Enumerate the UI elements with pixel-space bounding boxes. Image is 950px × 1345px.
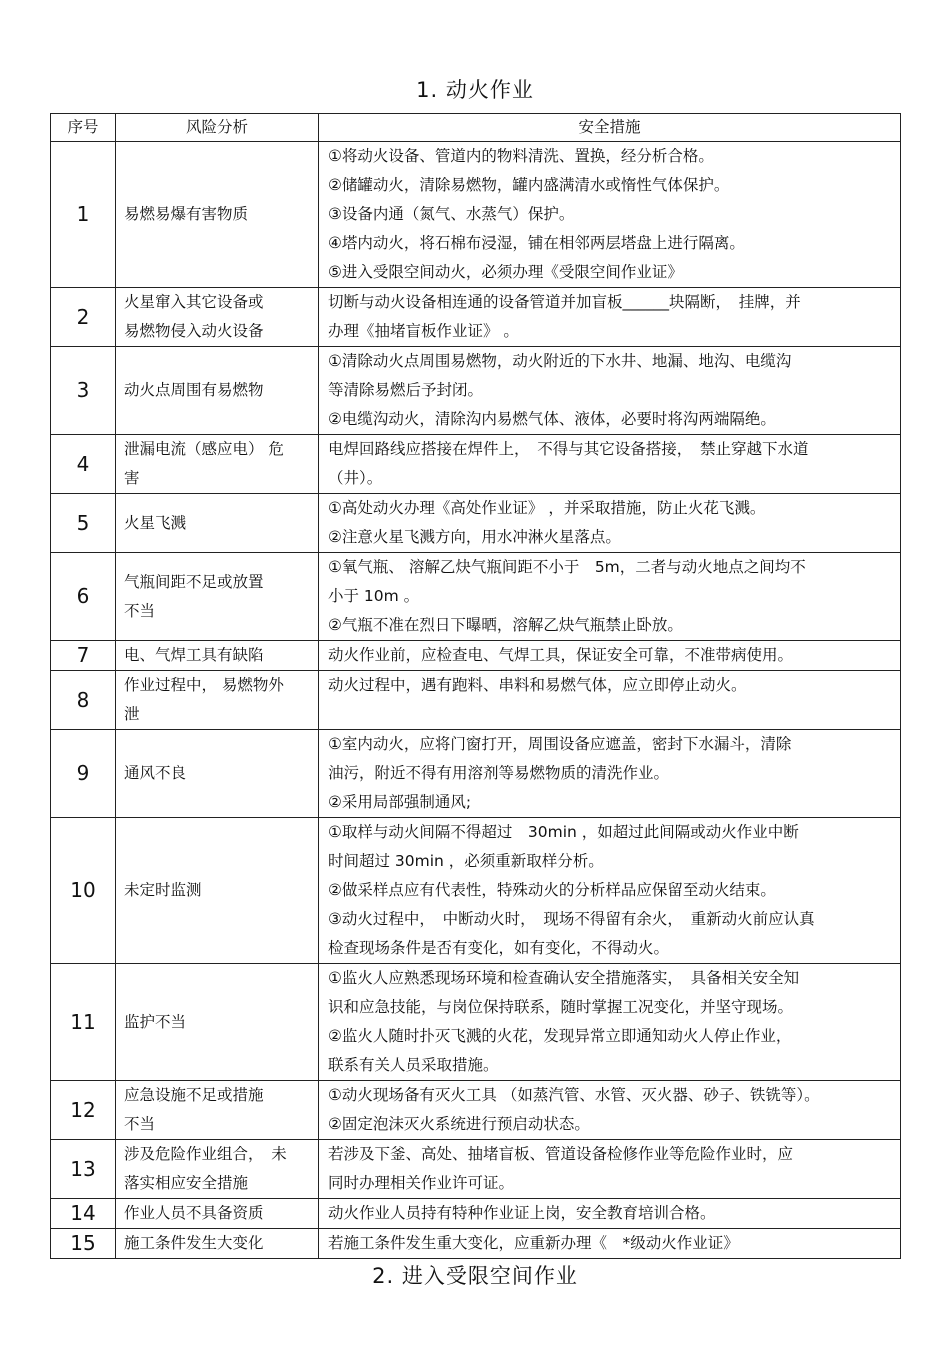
- measure-text: ④塔内动火，将石棉布浸湿，铺在相邻两层塔盘上进行隔离。: [328, 234, 745, 252]
- row-number: 3: [51, 347, 116, 435]
- risk-cell: [116, 964, 319, 1081]
- measure-text: 等清除易燃后予封闭。: [328, 381, 484, 399]
- risk-cell: [116, 1229, 319, 1259]
- risk-text: 易燃物侵入动火设备: [124, 322, 264, 340]
- measure-text: ⑤进入受限空间动火，必须办理《受限空间作业证》: [328, 263, 683, 281]
- measure-text: 动火作业前，应检查电、气焊工具，保证安全可靠，不准带病使用。: [328, 646, 794, 664]
- measure-text: 若涉及下釜、高处、抽堵盲板、管道设备检修作业等危险作业时，应: [328, 1145, 794, 1163]
- table-row: [51, 641, 901, 671]
- row-number: 2: [51, 288, 116, 347]
- measure-text: ②采用局部强制通风;: [328, 793, 472, 811]
- risk-cell: [116, 1081, 319, 1140]
- measure-text: 办理《抽堵盲板作业证》 。: [328, 322, 519, 340]
- measures-cell: [319, 142, 901, 288]
- risk-text: 动火点周围有易燃物: [124, 381, 264, 399]
- measures-cell: [319, 964, 901, 1081]
- table-row: [51, 288, 901, 347]
- risk-cell: [116, 641, 319, 671]
- measure-text: ②注意火星飞溅方向，用水冲淋火星落点。: [328, 528, 621, 546]
- table-row: [51, 435, 901, 494]
- row-number: 14: [51, 1199, 116, 1229]
- table-row: [51, 1199, 901, 1229]
- measures-cell: [319, 730, 901, 818]
- measure-text: ①监火人应熟悉现场环境和检查确认安全措施落实， 具备相关安全知: [328, 969, 800, 987]
- measures-cell: [319, 1081, 901, 1140]
- risk-text: 未定时监测: [124, 881, 202, 899]
- table-row: [51, 1081, 901, 1140]
- measure-text: 若施工条件发生重大变化，应重新办理《 *级动火作业证》: [328, 1234, 739, 1252]
- row-number: 12: [51, 1081, 116, 1140]
- measure-text: ③动火过程中， 中断动火时， 现场不得留有余火， 重新动火前应认真: [328, 910, 815, 928]
- risk-text: 火星窜入其它设备或: [124, 293, 264, 311]
- measure-text: 检查现场条件是否有变化，如有变化，不得动火。: [328, 939, 670, 957]
- measure-text: ②监火人随时扑灭飞溅的火花，发现异常立即通知动火人停止作业，: [328, 1027, 792, 1045]
- risk-cell: [116, 142, 319, 288]
- measures-cell: [319, 671, 901, 730]
- risk-cell: [116, 1140, 319, 1199]
- risk-text: 监护不当: [124, 1012, 187, 1031]
- measures-cell: [319, 494, 901, 553]
- measure-text: 识和应急技能，与岗位保持联系，随时掌握工况变化，并坚守现场。: [328, 998, 794, 1016]
- measure-text: 联系有关人员采取措施。: [328, 1056, 499, 1074]
- measures-cell: [319, 553, 901, 641]
- row-number: 10: [51, 818, 116, 964]
- row-number: 4: [51, 435, 116, 494]
- risk-cell: [116, 730, 319, 818]
- risk-cell: [116, 347, 319, 435]
- row-number: 15: [51, 1229, 116, 1259]
- measure-text: 电焊回路线应搭接在焊件上， 不得与其它设备搭接， 禁止穿越下水道: [328, 440, 809, 458]
- measure-text: ②气瓶不准在烈日下曝晒，溶解乙炔气瓶禁止卧放。: [328, 616, 683, 634]
- measure-text: ①清除动火点周围易燃物，动火附近的下水井、地漏、地沟、电缆沟: [328, 352, 792, 370]
- risk-cell: [116, 288, 319, 347]
- risk-cell: [116, 494, 319, 553]
- table-row: [51, 964, 901, 1081]
- measure-text: ①氧气瓶、 溶解乙炔气瓶间距不小于 5m，二者与动火地点之间均不: [328, 558, 806, 576]
- header-no: 序号: [51, 114, 116, 142]
- risk-text: 泄漏电流（感应电） 危: [124, 440, 284, 458]
- risk-cell: [116, 435, 319, 494]
- risk-cell: [116, 1199, 319, 1229]
- measure-text: ②储罐动火，清除易燃物，罐内盛满清水或惰性气体保护。: [328, 176, 730, 194]
- table-row: [51, 818, 901, 964]
- measure-text: 同时办理相关作业许可证。: [328, 1174, 515, 1192]
- measures-cell: [319, 347, 901, 435]
- risk-text: 应急设施不足或措施: [124, 1086, 264, 1104]
- measure-text: ③设备内通（氮气、水蒸气）保护。: [328, 205, 575, 223]
- risk-cell: [116, 671, 319, 730]
- row-number: 11: [51, 964, 116, 1081]
- table-row: [51, 1229, 901, 1259]
- risk-text: 通风不良: [124, 764, 187, 782]
- table-header-row: [51, 114, 901, 142]
- risk-text: 涉及危险作业组合， 未: [124, 1145, 287, 1163]
- measure-text: （井）。: [328, 469, 383, 487]
- header-measures: 安全措施: [319, 114, 901, 142]
- header-risk: 风险分析: [116, 114, 319, 142]
- row-number: 5: [51, 494, 116, 553]
- measures-cell: [319, 435, 901, 494]
- row-number: 9: [51, 730, 116, 818]
- table-row: [51, 730, 901, 818]
- measure-text: 切断与动火设备相连通的设备管道并加盲板______块隔断， 挂牌，并: [328, 293, 801, 311]
- measure-text: 小于 10m 。: [328, 587, 420, 605]
- table-row: [51, 347, 901, 435]
- table-row: [51, 1140, 901, 1199]
- risk-text: 火星飞溅: [124, 513, 187, 532]
- row-number: 7: [51, 641, 116, 671]
- risk-cell: [116, 553, 319, 641]
- measure-text: 油污，附近不得有用溶剂等易燃物质的清洗作业。: [328, 764, 670, 782]
- measure-text: 时间超过 30min ，必须重新取样分析。: [328, 852, 604, 870]
- row-number: 13: [51, 1140, 116, 1199]
- measure-text: ①取样与动火间隔不得超过 30min ，如超过此间隔或动火作业中断: [328, 823, 799, 841]
- measure-text: ②电缆沟动火，清除沟内易燃气体、液体，必要时将沟两端隔绝。: [328, 410, 776, 428]
- measures-cell: [319, 641, 901, 671]
- risk-text: 落实相应安全措施: [124, 1174, 249, 1192]
- measure-text: 动火作业人员持有特种作业证上岗，安全教育培训合格。: [328, 1204, 716, 1222]
- risk-text: 害: [124, 469, 140, 487]
- risk-text: 易燃易爆有害物质: [124, 205, 249, 223]
- measure-text: ①高处动火办理《高处作业证》 ，并采取措施，防止火花飞溅。: [328, 499, 766, 517]
- measure-text: ②固定泡沫灭火系统进行预启动状态。: [328, 1115, 590, 1133]
- risk-text: 作业过程中， 易燃物外: [124, 676, 284, 694]
- risk-text: 泄: [124, 705, 140, 723]
- section-title-confined-space: 2. 进入受限空间作业: [372, 1264, 578, 1288]
- risk-text: 不当: [124, 601, 156, 620]
- measure-text: 动火过程中，遇有跑料、串料和易燃气体，应立即停止动火。: [328, 676, 747, 694]
- risk-text: 气瓶间距不足或放置: [124, 572, 264, 591]
- measures-cell: [319, 1140, 901, 1199]
- risk-text: 电、气焊工具有缺陷: [124, 646, 264, 664]
- measure-text: ①动火现场备有灭火工具 （如蒸汽管、水管、灭火器、砂子、铁铣等）。: [328, 1086, 820, 1104]
- measures-cell: [319, 1199, 901, 1229]
- hot-work-risk-table: [50, 113, 901, 1259]
- table-row: [51, 142, 901, 288]
- measures-cell: [319, 1229, 901, 1259]
- table-row: [51, 553, 901, 641]
- risk-text: 作业人员不具备资质: [124, 1204, 264, 1222]
- measures-cell: [319, 288, 901, 347]
- risk-text: 施工条件发生大变化: [124, 1234, 264, 1252]
- row-number: 6: [51, 553, 116, 641]
- row-number: 8: [51, 671, 116, 730]
- measure-text: ②做采样点应有代表性，特殊动火的分析样品应保留至动火结束。: [328, 881, 776, 899]
- section-title-hot-work: 1. 动火作业: [416, 78, 534, 102]
- risk-cell: [116, 818, 319, 964]
- risk-text: 不当: [124, 1115, 156, 1133]
- measures-cell: [319, 818, 901, 964]
- table-row: [51, 494, 901, 553]
- table-row: [51, 671, 901, 730]
- measure-text: ①将动火设备、管道内的物料清洗、置换，经分析合格。: [328, 147, 714, 165]
- row-number: 1: [51, 142, 116, 288]
- measure-text: ①室内动火，应将门窗打开，周围设备应遮盖，密封下水漏斗，清除: [328, 735, 792, 753]
